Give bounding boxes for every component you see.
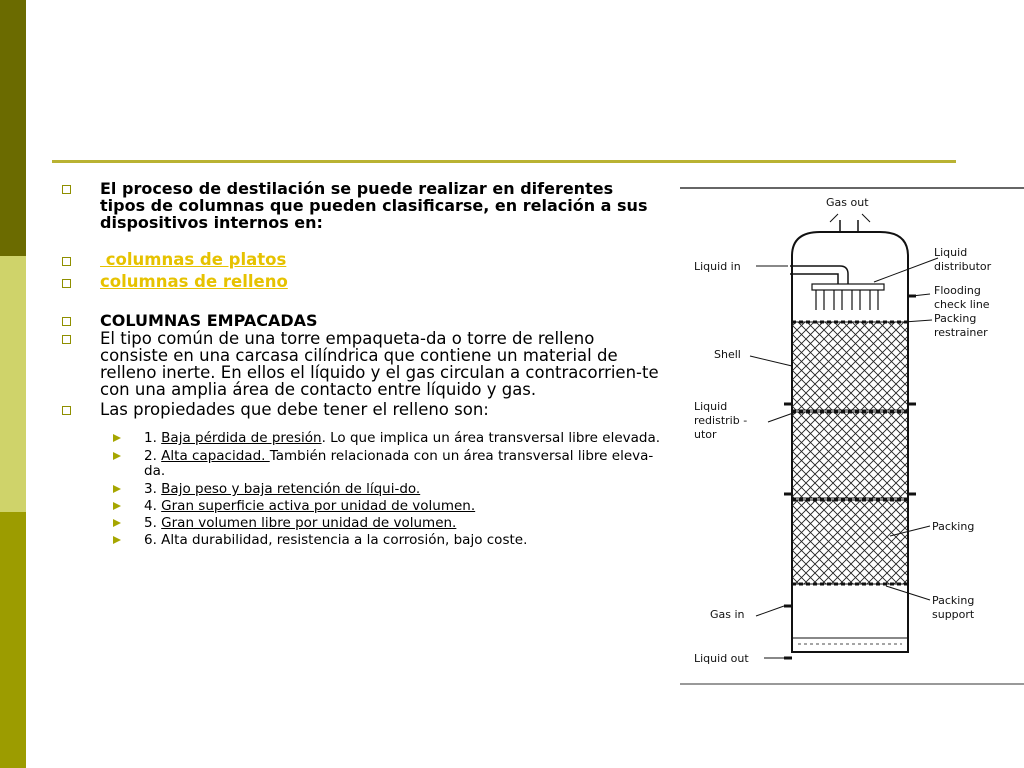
triangle-bullet-icon: [113, 452, 121, 460]
property-item: 5. Gran volumen libre por unidad de volumen.: [62, 516, 662, 531]
svg-text:check line: check line: [934, 298, 990, 311]
packed-column-diagram: [680, 186, 1024, 686]
left-bar-light: [0, 256, 26, 512]
link-bullet-relleno[interactable]: [62, 272, 662, 292]
square-bullet-icon: [62, 257, 71, 266]
svg-text:support: support: [932, 608, 975, 621]
triangle-bullet-icon: [113, 485, 121, 493]
triangle-bullet-icon: [113, 434, 121, 442]
slide-content: [62, 180, 662, 548]
section-heading: COLUMNAS EMPACADAS: [100, 311, 318, 330]
properties-intro-bullet: [62, 401, 662, 418]
property-item: 6. Alta durabilidad, resistencia a la corrosión, bajo coste.: [62, 533, 662, 548]
triangle-bullet-icon: [113, 502, 121, 510]
description-paragraph: El tipo común de una torre empaqueta-da o torre de relleno consiste en una carcasa cilíndrica que contiene un material de relleno inerte. En ellos el líquido y el gas circulan a contracorrien-te con una amplia área de contacto entre líquido y gas.: [100, 329, 659, 399]
label-shell: Shell: [714, 348, 741, 361]
square-bullet-icon: [62, 279, 71, 288]
left-bar-dark: [0, 0, 26, 256]
property-item: 2. Alta capacidad. También relacionada con un área transversal libre eleva-da.: [62, 449, 662, 479]
title-rule: [52, 160, 956, 163]
label-liquid-distributor: Liquid: [934, 246, 968, 259]
label-packing-support: Packing: [932, 594, 975, 607]
intro-text: El proceso de destilación se puede realizar en diferentes tipos de columnas que pueden clasificarse, en relación a sus dispositivos internos en:: [100, 179, 648, 232]
paragraph-bullet: [62, 330, 662, 398]
square-bullet-icon: [62, 406, 71, 415]
svg-text:redistrib -: redistrib -: [694, 414, 748, 427]
label-packing: Packing: [932, 520, 975, 533]
square-bullet-icon: [62, 335, 71, 344]
label-flooding-check: Flooding: [934, 284, 981, 297]
triangle-bullet-icon: [113, 519, 121, 527]
properties-intro: Las propiedades que debe tener el relleno son:: [100, 400, 489, 419]
square-bullet-icon: [62, 185, 71, 194]
triangle-bullet-icon: [113, 536, 121, 544]
link-columnas-platos[interactable]: columnas de platos: [100, 250, 287, 269]
left-bar-mid: [0, 512, 26, 768]
label-liquid-in: Liquid in: [694, 260, 741, 273]
link-bullet-platos[interactable]: [62, 250, 662, 270]
svg-text:utor: utor: [694, 428, 717, 441]
label-gas-in: Gas in: [710, 608, 745, 621]
svg-text:distributor: distributor: [934, 260, 992, 273]
svg-text:restrainer: restrainer: [934, 326, 988, 339]
intro-bullet: [62, 180, 662, 231]
link-columnas-relleno[interactable]: columnas de relleno: [100, 272, 288, 291]
heading-bullet: [62, 312, 662, 329]
label-gas-out: Gas out: [826, 196, 869, 209]
property-item: 1. Baja pérdida de presión. Lo que implica un área transversal libre elevada.: [62, 431, 662, 446]
property-item: 3. Bajo peso y baja retención de líqui-do.: [62, 482, 662, 497]
label-packing-restrainer: Packing: [934, 312, 977, 325]
square-bullet-icon: [62, 317, 71, 326]
property-item: 4. Gran superficie activa por unidad de volumen.: [62, 499, 662, 514]
label-liquid-out: Liquid out: [694, 652, 749, 665]
label-liquid-redistributor: Liquid: [694, 400, 728, 413]
